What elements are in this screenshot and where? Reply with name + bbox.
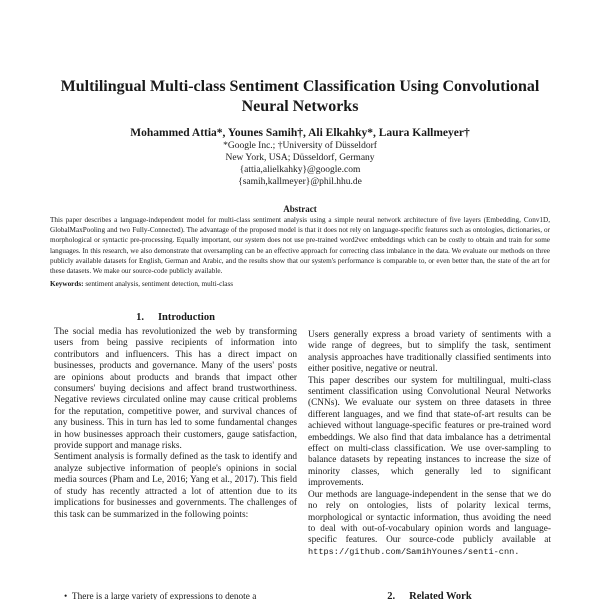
- intro-paragraph-4: This paper describes our system for multilingual, multi-class sentiment classification using Convolutional Neural Networks (CNNs). We evaluate our system on three datasets in three different languages, and we find that state-of-art results can be achieved without language-specific features or pre-trained word embeddings. We also find that data imbalance has a detrimental effect on multi-class classification. We use over-sampling to balance datasets by repeating instances to increase the size of minority classes, which generally led to significant improvements.: [308, 375, 551, 489]
- challenge-bullet-item: [64, 592, 296, 600]
- abstract-text: This paper describes a language-independent model for multi-class sentiment analysis using a simple neural network architecture of five layers (Embedding, Conv1D, GlobalMaxPooling and two Fully-Connected). The advantage of the proposed model is that it does not rely on language-specific features such as ontologies, dictionaries, or morphological or syntactic pre-processing. Equally important, our system does not use pre-trained word2vec embeddings which can be costly to obtain and train for some languages. In this research, we also demonstrate that oversampling can be an effective approach for correcting class imbalance in the data. We evaluate our methods on three publicly available datasets for English, German and Arabic, and the results show that our system's performance is comparable to, or even better than, the state of the art for these datasets. We make our source-code publicly available.: [50, 216, 550, 276]
- intro-paragraph-1: The social media has revolutionized the web by transforming users from being passive recipients of information into contributors and influencers. This has a direct impact on businesses, products and governance. Many of the users' posts are opinions about products and brands that impact other consumers' buying decisions and affect brand trustworthiness. Negative reviews circulated online may cause critical problems for the reputation, competitive power, and survival chances of any business. This in turn has led to some fundamental changes in how businesses approach their customers, gauge satisfaction, provide support and manage risks.: [54, 327, 297, 452]
- section-number: 1.: [136, 312, 144, 323]
- section-title: Introduction: [157, 312, 215, 323]
- bullet-text: There is a large variety of expressions to denote a: [71, 592, 257, 600]
- keywords-line: [50, 279, 550, 289]
- intro-paragraph-2: Sentiment analysis is formally defined as the task to identify and analyze subjective information of people's opinions in social media sources (Pham and Le, 2016; Yang et al., 2017). This field of study has recently attracted a lot of attention due to its implications for businesses and governments. The challenges of this task can be summarized in the following points:: [54, 452, 297, 520]
- source-code-link[interactable]: https://github.com/SamihYounes/senti-cnn.: [308, 546, 520, 557]
- intro-paragraph-3: Users generally express a broad variety of sentiments with a wide range of degrees, but to simplify the task, sentiment analysis approaches have traditionally classified sentiments into either positive, negative or neutral.: [308, 330, 551, 375]
- paper-title: Multilingual Multi-class Sentiment Classification Using Convolutional Neural Networks: [60, 78, 540, 115]
- author-email-google: {attia,alielkahky}@google.com: [239, 165, 361, 175]
- author-list: Mohammed Attia*, Younes Samih†, Ali Elkahky*, Laura Kallmeyer†: [130, 127, 470, 139]
- bullet-dot-icon: •: [64, 592, 72, 600]
- keywords-list: sentiment analysis, sentiment detection, multi-class: [85, 280, 234, 288]
- intro-paragraph-5-text: Our methods are language-independent in the sense that we do no rely on ontologies, lists of polarity lexical terms, morphological or syntactic information, thus avoiding the need to deal with out-of-vocabulary opinion words and language-specific features. Our source-code publicly available at: [308, 489, 551, 546]
- left-column: [54, 327, 297, 521]
- right-column: [308, 330, 551, 558]
- affiliation-locations: New York, USA; Düsseldorf, Germany: [225, 153, 375, 163]
- abstract-heading: Abstract: [283, 204, 317, 214]
- intro-paragraph-5: [308, 490, 551, 558]
- author-email-hhu: {samih,kallmeyer}@phil.hhu.de: [238, 177, 362, 187]
- affiliation-institutions: *Google Inc.; †University of Düsseldorf: [223, 141, 377, 151]
- keywords-label: Keywords:: [50, 280, 84, 288]
- section-heading-introduction: [54, 311, 297, 324]
- section-number: 2.: [387, 591, 396, 600]
- section-heading-related-work: [308, 590, 551, 600]
- section-title: Related Work: [409, 591, 472, 600]
